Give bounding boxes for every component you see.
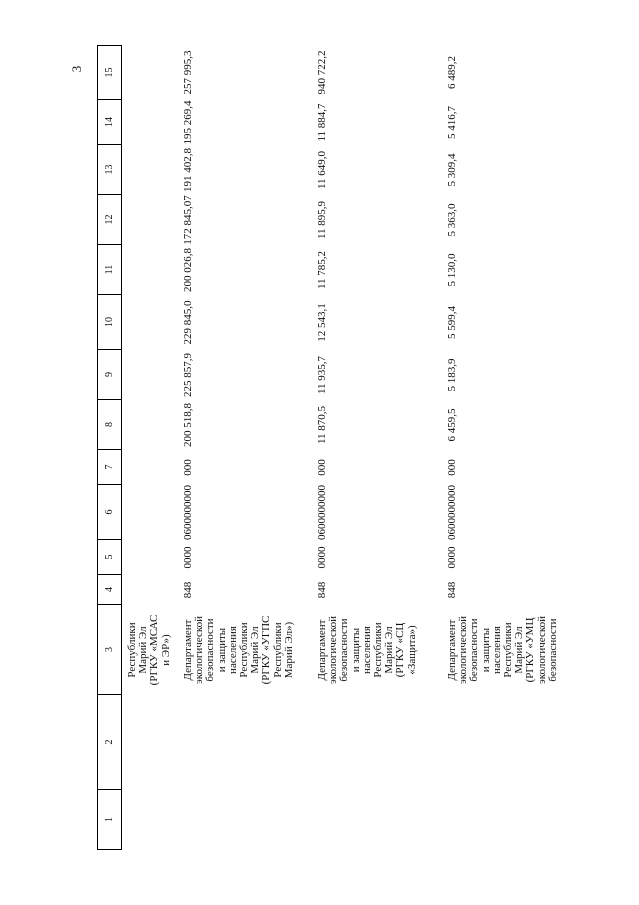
agency-name-cell: Департамент экологической безопасности и защиты населения Республики Марий Эл (РГКУ «УГПС Республики Марий Эл») [182,615,295,685]
cell-col-11: 200 026,8 [182,248,194,292]
cell-col-10: 229 845,0 [182,300,194,345]
column-number-9: 9 [97,350,122,400]
agency-name-cell: Департамент экологической безопасности и защиты населения Республики Марий Эл (РГКУ «СЦ «Защита») [316,616,418,684]
cell-col-9: 5 183,9 [446,358,458,392]
cell-col-13: 11 649,0 [316,150,328,190]
cell-col-11: 11 785,2 [316,250,328,290]
cell-col-4: 848 [182,581,194,599]
cell-col-5: 0000 [182,546,194,569]
cell-col-10: 5 599,4 [446,306,458,339]
cell-col-4: 848 [316,581,328,599]
cell-col-15: 6 489,2 [446,56,458,89]
agency-name-cell: Департамент экологической безопасности и защиты населения Республики Марий Эл (РГКУ «УМЦ экологической безопасности [446,616,559,684]
column-number-8: 8 [97,400,122,450]
cell-col-7: 000 [182,459,194,476]
column-number-13: 13 [97,145,122,195]
cell-col-6: 0600000000 [182,485,194,540]
cell-col-14: 11 884,7 [316,103,328,142]
cell-col-14: 195 269,4 [182,100,194,145]
cell-col-11: 5 130,0 [446,253,458,287]
cell-col-5: 0000 [316,546,328,569]
cell-col-8: 200 518,8 [182,403,194,447]
cell-col-9: 225 857,9 [182,353,194,397]
cell-col-6: 0600000000 [446,485,458,540]
cell-col-4: 848 [446,581,458,599]
column-number-15: 15 [97,45,122,100]
cell-col-9: 11 935,7 [316,355,328,395]
agency-name-cell: Республики Марий Эл (РГКУ «МСАС и ЭР») [126,614,172,686]
cell-col-14: 5 416,7 [446,106,458,139]
column-number-12: 12 [97,195,122,245]
column-number-7: 7 [97,450,122,485]
column-number-3: 3 [97,605,122,695]
column-number-2: 2 [97,695,122,790]
column-number-4: 4 [97,575,122,605]
cell-col-5: 0000 [446,546,458,569]
column-number-14: 14 [97,100,122,145]
cell-col-12: 5 363,0 [446,203,458,237]
cell-col-7: 000 [316,459,328,476]
column-number-6: 6 [97,485,122,540]
column-number-11: 11 [97,245,122,295]
cell-col-8: 11 870,5 [316,405,328,445]
cell-col-15: 257 995,3 [182,50,194,95]
cell-col-15: 940 722,2 [316,50,328,95]
column-number-10: 10 [97,295,122,350]
cell-col-12: 11 895,9 [316,200,328,240]
cell-col-13: 191 402,8 [182,148,194,192]
column-number-header [97,0,122,905]
cell-col-10: 12 543,1 [316,303,328,342]
cell-col-8: 6 459,5 [446,408,458,442]
page-number: 3 [69,65,84,73]
column-number-1: 1 [97,790,122,850]
cell-col-6: 0600000000 [316,485,328,540]
cell-col-13: 5 309,4 [446,153,458,187]
cell-col-7: 000 [446,459,458,476]
column-number-5: 5 [97,540,122,575]
cell-col-12: 172 845,07 [182,195,194,245]
